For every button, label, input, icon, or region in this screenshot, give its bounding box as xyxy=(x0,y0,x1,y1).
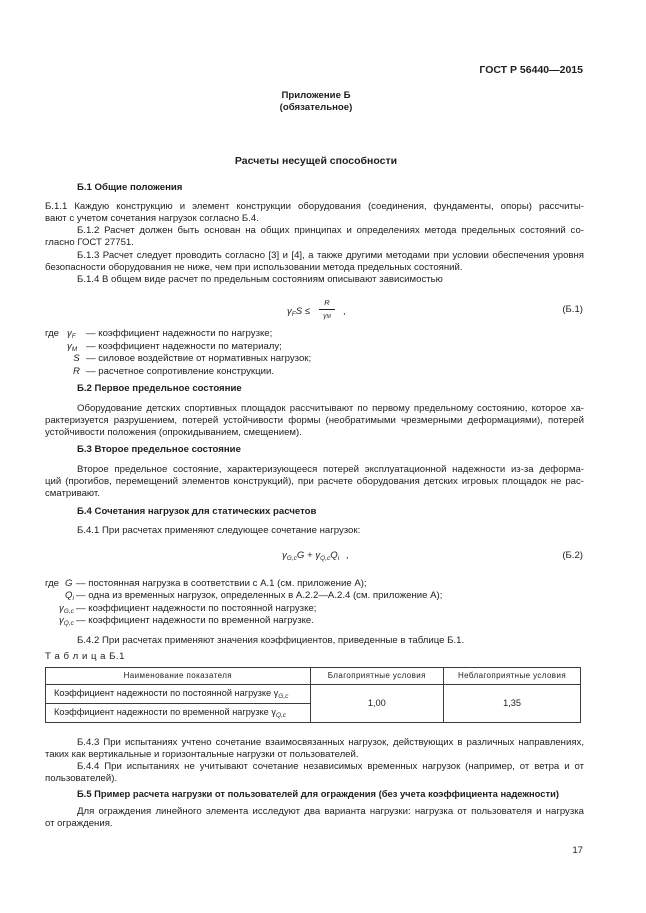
paragraph-b5-line1: Для ограждения линейного элемента исследуют два варианта нагрузки: нагрузка от пользователя и нагрузка xyxy=(77,806,584,817)
definition-text: — постоянная нагрузка в соответствии с А.1 (см. приложение А); xyxy=(76,578,367,589)
definition-symbol: γ xyxy=(59,603,64,614)
paragraph-b3-line3: сматривают. xyxy=(45,488,100,499)
table-row xyxy=(46,685,581,704)
definition-row xyxy=(45,578,367,590)
definition-symbol: G xyxy=(65,578,73,589)
annex-title: Приложение Б xyxy=(281,90,351,101)
definition-text: — коэффициент надежности по временной нагрузке. xyxy=(76,615,314,626)
definition-row xyxy=(45,590,442,603)
definition-prefix: где xyxy=(45,578,60,589)
table-header-cell: Благоприятные условия xyxy=(310,668,443,685)
paragraph-b1-3-line1: Б.1.3 Расчет следует проводить согласно [3] и [4], а также другими методами при условии обеспечения уровня xyxy=(77,250,584,261)
formula-b1-fraction-bar xyxy=(319,309,335,310)
definition-row xyxy=(45,615,314,628)
paragraph-b2-line2: рактеризуется разрушением, потерей устойчивости формы (необратимыми чрезмерными деформациями), потерей xyxy=(45,415,584,426)
definition-symbol-sub: i xyxy=(72,595,74,602)
paragraph-b2-line1: Оборудование детских спортивных площадок рассчитывают по первому предельному состоянию, которое ха- xyxy=(77,403,584,414)
table-cell-name-text: Коэффициент надежности по временной нагрузке γ xyxy=(54,706,276,717)
formula-b2-number: (Б.2) xyxy=(562,550,583,561)
paragraph-b3-line1: Второе предельное состояние, характеризующееся потерей эксплуатационной надежности из-за деформа- xyxy=(77,464,584,475)
formula-b2-plus: + xyxy=(307,550,313,561)
formula-b2-q-sub: i xyxy=(337,555,340,562)
formula-b1-numerator xyxy=(320,298,334,307)
formula-b2-q: Q xyxy=(330,550,338,561)
formula-b1-denominator xyxy=(320,313,334,321)
formula-b2-comma: , xyxy=(345,550,349,561)
definition-text: — коэффициент надежности по постоянной нагрузке; xyxy=(76,603,317,614)
coefficients-table xyxy=(45,667,581,723)
definition-text: — коэффициент надежности по материалу; xyxy=(86,341,282,352)
annex-heading: Расчеты несущей способности xyxy=(234,155,398,167)
definition-text: — одна из временных нагрузок, определенных в А.2.2—А.2.4 (см. приложение А); xyxy=(76,590,443,601)
formula-b1 xyxy=(287,306,310,319)
definition-prefix: где xyxy=(45,328,60,339)
definition-symbol: γ xyxy=(67,328,72,339)
paragraph-b4-3-line2: таких как вертикальные и горизонтальные нагрузки от пользователей. xyxy=(45,749,359,760)
definition-symbol-sub: F xyxy=(71,333,76,340)
paragraph-b1-2-line2: гласно ГОСТ 27751. xyxy=(45,237,134,248)
table-cell-name-text: Коэффициент надежности по постоянной нагрузке γ xyxy=(54,687,279,698)
section-heading-b1: Б.1 Общие положения xyxy=(77,182,183,193)
formula-b1-comma: , xyxy=(343,306,346,317)
paragraph-b1-2-line1: Б.1.2 Расчет должен быть основан на общих принципах и определениях метода предельных состояний со- xyxy=(77,225,584,236)
definition-row xyxy=(45,353,311,365)
formula-b1-gamma: γ xyxy=(287,306,292,317)
formula-b1-number: (Б.1) xyxy=(562,304,583,315)
table-header-row xyxy=(46,668,581,685)
formula-b2-g: G xyxy=(296,550,305,561)
paragraph-b4-2: Б.4.2 При расчетах применяют значения коэффициентов, приведенные в таблице Б.1. xyxy=(77,635,465,646)
formula-b2 xyxy=(282,550,349,563)
table-header-cell: Наименование показателя xyxy=(46,668,311,685)
paragraph-b4-1: Б.4.1 При расчетах применяют следующее сочетание нагрузок: xyxy=(77,525,361,536)
table-caption: Т а б л и ц а Б.1 xyxy=(45,651,125,662)
formula-b1-leq: ≤ xyxy=(304,306,311,317)
definition-symbol: R xyxy=(73,366,80,377)
section-heading-b2: Б.2 Первое предельное состояние xyxy=(77,383,242,394)
formula-b2-gamma-q-sub: Q,c xyxy=(320,555,331,562)
paragraph-b4-4-line1: Б.4.4 При испытаниях не учитывают сочетание независимых временных нагрузок (например, от ветра и от xyxy=(77,761,584,772)
definition-row xyxy=(45,603,316,616)
section-heading-b4: Б.4 Сочетания нагрузок для статических расчетов xyxy=(77,506,317,517)
table-cell-favorable: 1,00 xyxy=(310,685,443,723)
paragraph-b5-line2: от ограждения. xyxy=(45,818,113,829)
paragraph-b4-3-line1: Б.4.3 При испытаниях учтено сочетание взаимосвязанных нагрузок, действующих в различных направлениях, xyxy=(77,737,584,748)
table-header-cell: Неблагоприятные условия xyxy=(444,668,581,685)
formula-b1-num: R xyxy=(324,298,330,307)
table-cell-unfavorable: 1,35 xyxy=(444,685,581,723)
definition-text: — силовое воздействие от нормативных нагрузок; xyxy=(86,353,312,364)
definition-symbol: S xyxy=(73,353,80,364)
paragraph-b1-1-line2: вают с учетом сочетания нагрузок согласно Б.4. xyxy=(45,213,259,224)
definition-symbol-sub: G,c xyxy=(63,608,74,615)
page-number: 17 xyxy=(572,845,583,856)
section-heading-b3: Б.3 Второе предельное состояние xyxy=(77,444,241,455)
paragraph-b1-3-line2: безопасности оборудования не ниже, чем при использовании метода предельных состояний. xyxy=(45,262,463,273)
definition-text: — расчетное сопротивление конструкции. xyxy=(86,366,275,377)
table-cell-name-sub: Q,c xyxy=(275,711,287,719)
paragraph-b4-4-line2: пользователей). xyxy=(45,773,118,784)
definition-row xyxy=(45,341,282,354)
section-heading-b5: Б.5 Пример расчета нагрузки от пользователей для ограждения (без учета коэффициента надежности) xyxy=(77,788,559,799)
paragraph-b3-line2: ций (прогибов, перемещений элементов конструкций), при расчете оборудования детских игровых площадок не рас- xyxy=(45,476,584,487)
formula-b2-gamma-q: γ xyxy=(315,550,321,561)
formula-b2-gamma-g-sub: G,c xyxy=(286,555,297,562)
annex-subtitle: (обязательное) xyxy=(279,102,353,113)
formula-b2-gamma-g: γ xyxy=(282,550,287,561)
table-cell-name xyxy=(46,685,311,704)
formula-b1-den: γ xyxy=(323,313,327,320)
definition-symbol: γ xyxy=(59,615,64,626)
definition-symbol-sub: Q,c xyxy=(63,620,74,627)
formula-b1-gamma-sub: F xyxy=(291,311,296,318)
definition-symbol: Q xyxy=(65,590,73,601)
definition-symbol: γ xyxy=(67,341,72,352)
definition-text: — коэффициент надежности по нагрузке; xyxy=(86,328,273,339)
paragraph-b1-4: Б.1.4 В общем виде расчет по предельным состояниям описывают зависимостью xyxy=(77,274,443,285)
formula-b1-den-sub: M xyxy=(326,314,331,320)
paragraph-b2-line3: устойчивости положения (опрокидыванием, смещением). xyxy=(45,427,302,438)
document-standard-number: ГОСТ Р 56440—2015 xyxy=(479,64,583,76)
paragraph-b1-1-line1: Б.1.1 Каждую конструкцию и элемент конструкции оборудования (соединения, фундаменты, опоры) рассчиты- xyxy=(45,201,584,212)
formula-b1-s: S xyxy=(295,306,303,317)
definition-symbol-sub: M xyxy=(71,346,78,353)
table-cell-name-sub: G,c xyxy=(278,692,289,700)
definition-row xyxy=(45,328,272,341)
table-cell-name xyxy=(46,704,311,723)
definition-row xyxy=(45,366,274,378)
